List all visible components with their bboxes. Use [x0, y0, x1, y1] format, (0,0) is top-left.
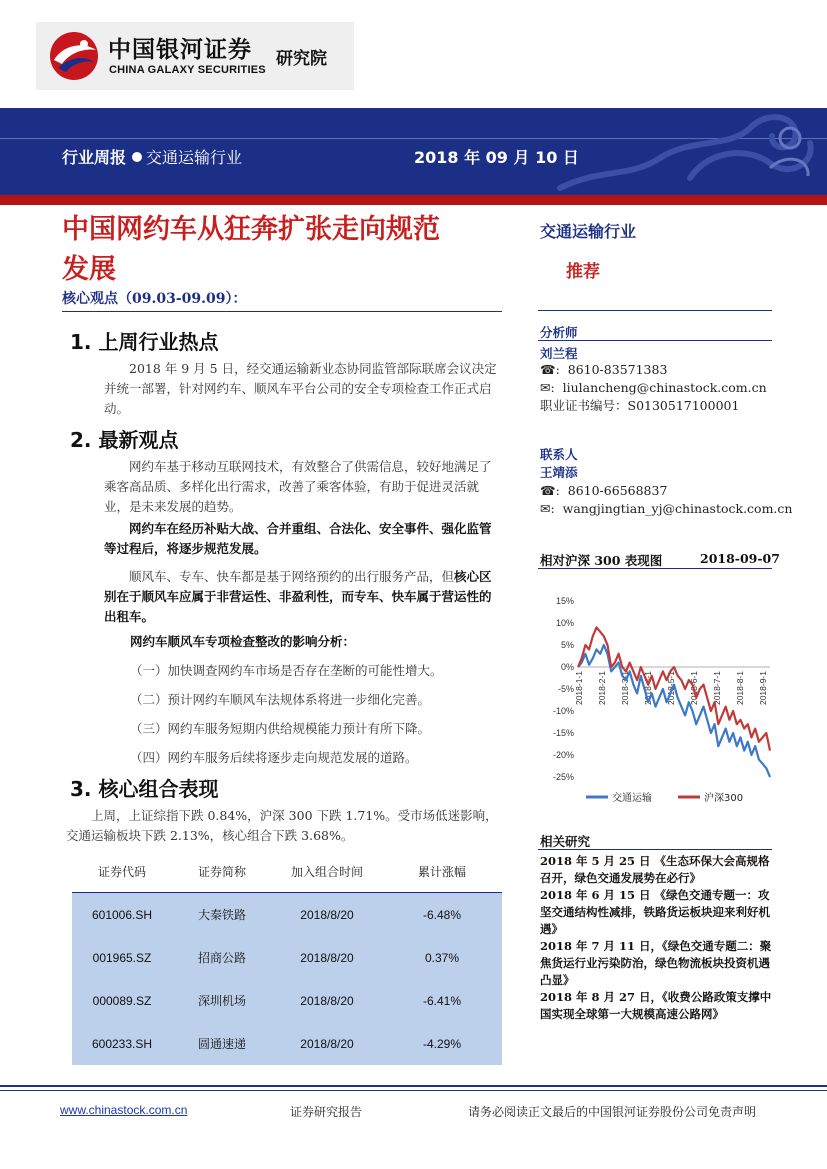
impact-item: （四）网约车服务后续将逐步走向规范发展的道路。: [130, 750, 418, 765]
logo-institute: 研究院: [276, 49, 327, 69]
related-item[interactable]: 2018 年 8 月 27 日，《收费公路政策支撑中国实现全球第一大规模高速公路网》: [540, 990, 772, 1021]
analyst-phone: 8610-83571383: [567, 362, 668, 377]
related-research-list: [540, 853, 772, 1023]
table-header: [72, 850, 502, 893]
chart-title: 相对沪深 300 表现图: [540, 553, 663, 568]
section-2-heading: 2. 最新观点: [70, 428, 179, 452]
impact-item: （三）网约车服务短期内供给规模能力预计有所下降。: [130, 721, 431, 736]
impact-item: （二）预计网约车顺风车法规体系将进一步细化完善。: [130, 692, 431, 707]
cell-code: 001965.SZ: [92, 950, 152, 965]
table-body: [72, 893, 502, 1065]
x-tick-label: 2018-1-1: [574, 671, 584, 706]
footer-report-type: 证券研究报告: [290, 1105, 363, 1119]
title-line-1: 中国网约车从狂奔扩张走向规范: [62, 214, 440, 245]
phone-icon: ☎:: [540, 362, 560, 377]
cell-name: 大秦铁路: [197, 908, 246, 922]
x-tick-label: 2018-5-1: [666, 671, 676, 706]
y-tick-label: 15%: [555, 596, 574, 606]
related-divider: [538, 849, 772, 850]
paragraph-3-bold: 核心区别在于顺风车应属于非营运性、非盈利性，而专车、快车属于营运性的出租车。: [104, 569, 492, 624]
report-date: 2018 年 09 月 10 日: [414, 148, 579, 167]
contact-name: 王靖添: [540, 465, 578, 480]
galaxy-logo-icon: [48, 30, 100, 82]
sidebar-industry: 交通运输行业: [540, 222, 637, 241]
cell-return: -4.29%: [422, 1036, 462, 1051]
related-item[interactable]: 2018 年 5 月 25 日 《生态环保大会高规格召开，绿色交通发展势在必行》: [540, 854, 770, 885]
contact-phone-row: [540, 481, 667, 500]
cell-return: -6.48%: [422, 907, 462, 922]
impact-analysis-heading: 网约车顺风车专项检查整改的影响分析：: [130, 634, 356, 649]
report-category: [62, 145, 242, 168]
x-tick-label: 2018-2-1: [597, 671, 607, 706]
cell-code: 600233.SH: [91, 1036, 153, 1051]
section-1-heading: 1. 上周行业热点: [70, 330, 219, 354]
section-3-text: 上周，上证综指下跌 0.84%，沪深 300 下跌 1.71%。受市场低迷影响，交通运输板块下跌 2.13%，核心组合下跌 3.68%。: [66, 808, 498, 843]
cell-return: 0.37%: [424, 950, 460, 965]
chart-divider: [538, 568, 772, 569]
cell-name: 深圳机场: [197, 994, 246, 1008]
cell-date: 2018/8/20: [300, 993, 354, 1008]
y-tick-label: -10%: [552, 706, 574, 716]
paragraph-3-normal: 顺风车、专车、快车都是基于网络预约的出行服务产品，但: [129, 569, 455, 584]
cell-name: 圆通速递: [197, 1037, 246, 1051]
contact-email-row: [540, 499, 792, 518]
header-code: 证券代码: [97, 864, 146, 879]
table-row: [72, 1022, 502, 1065]
cell-name: 招商公路: [197, 951, 246, 965]
section-1-text: 2018 年 9 月 5 日，经交通运输新业态协同监管部际联席会议决定并统一部署，针对网约车、顺风车平台公司的安全专项检查工作正式启动。: [104, 361, 497, 416]
sidebar-divider: [538, 310, 772, 311]
section-2-paragraph-3: [104, 567, 502, 627]
logo-chinese-name: 中国银河证券: [108, 37, 252, 63]
legend-label: 沪深300: [704, 793, 744, 804]
bullet-dot-icon: [132, 152, 142, 162]
chart-date: 2018-09-07: [700, 551, 780, 566]
report-type: 行业周报: [62, 148, 127, 167]
y-tick-label: 0%: [560, 662, 574, 672]
footer-rule-thin: [0, 1090, 827, 1091]
x-tick-label: 2018-8-1: [735, 671, 745, 706]
series-line-交通运输: [578, 645, 770, 777]
y-tick-label: 5%: [560, 640, 574, 650]
x-tick-label: 2018-9-1: [758, 671, 768, 706]
title-line-2: 发展: [62, 254, 116, 285]
cell-code: 000089.SZ: [92, 993, 152, 1008]
footer-rule: [0, 1085, 827, 1087]
website-link[interactable]: www.chinastock.com.cn: [60, 1103, 188, 1117]
core-view-label: 核心观点（09.03-09.09）：: [62, 291, 247, 307]
y-tick-label: -20%: [552, 750, 574, 760]
cell-date: 2018/8/20: [300, 950, 354, 965]
cell-date: 2018/8/20: [300, 907, 354, 922]
x-tick-label: 2018-6-1: [689, 671, 699, 706]
legend-label: 交通运输: [612, 793, 652, 804]
banner-industry: 交通运输行业: [146, 148, 243, 167]
email-icon: ✉:: [540, 380, 555, 395]
performance-chart: [538, 585, 778, 810]
portfolio-table: [72, 850, 502, 1065]
analyst-name: 刘兰程: [540, 346, 578, 361]
page-title: [62, 210, 512, 290]
x-tick-label: 2018-3-1: [620, 671, 630, 706]
cell-date: 2018/8/20: [300, 1036, 354, 1051]
header-name: 证券简称: [197, 864, 246, 879]
header-date: 加入组合时间: [290, 864, 363, 879]
cloud-swirl-decoration-icon: [540, 108, 827, 198]
impact-item: （一）加快调查网约车市场是否存在垄断的可能性增大。: [130, 663, 443, 678]
section-2-paragraph-1: 网约车基于移动互联网技术，有效整合了供需信息，较好地满足了乘客高品质、多样化出行需求，改善了乘客体验，有助于促进灵活就业，是未来发展的趋势。: [104, 459, 492, 514]
analyst-label: 分析师: [540, 325, 578, 340]
header-return: 累计涨幅: [417, 864, 466, 879]
contact-email[interactable]: wangjingtian_yj@chinastock.com.cn: [562, 501, 793, 516]
contact-phone: 8610-66568837: [567, 483, 668, 498]
phone-icon: ☎:: [540, 483, 560, 498]
x-tick-label: 2018-4-1: [643, 671, 653, 706]
y-tick-label: -15%: [552, 728, 574, 738]
analyst-email-row: [540, 378, 767, 397]
table-row: [72, 893, 502, 936]
related-item[interactable]: 2018 年 7 月 11 日，《绿色交通专题二：聚焦货运行业污染防治，绿色物流板块投资机遇凸显》: [540, 939, 772, 987]
section-3-heading: 3. 核心组合表现: [70, 777, 219, 801]
contact-label: 联系人: [540, 447, 578, 462]
title-divider: [62, 311, 502, 312]
logo-english-name: CHINA GALAXY SECURITIES: [109, 64, 266, 76]
banner-red-bar: [0, 195, 827, 205]
y-tick-label: 10%: [555, 618, 574, 628]
y-tick-label: -5%: [557, 684, 574, 694]
cell-code: 601006.SH: [91, 907, 153, 922]
table-row: [72, 979, 502, 1022]
analyst-email[interactable]: liulancheng@chinastock.com.cn: [562, 380, 767, 395]
y-tick-label: -25%: [552, 772, 574, 782]
rating-badge: 推荐: [566, 262, 600, 282]
footer-disclaimer: 请务必阅读正文最后的中国银河证券股份公司免责声明: [468, 1105, 757, 1119]
analyst-cert: 职业证书编号：S0130517100001: [540, 398, 740, 413]
related-research-label: 相关研究: [540, 834, 591, 849]
section-2-paragraph-2: 网约车在经历补贴大战、合并重组、合法化、安全事件、强化监管等过程后，将逐步规范发展。: [104, 521, 492, 556]
x-tick-label: 2018-7-1: [712, 671, 722, 706]
cell-return: -6.41%: [422, 993, 462, 1008]
table-row: [72, 936, 502, 979]
analyst-phone-row: [540, 360, 667, 379]
related-item[interactable]: 2018 年 6 月 15 日 《绿色交通专题一：攻坚交通结构性减排，铁路货运板块迎来利好机遇》: [540, 888, 770, 936]
company-logo: [36, 22, 354, 90]
analyst-divider: [538, 340, 772, 341]
email-icon: ✉:: [540, 501, 555, 516]
